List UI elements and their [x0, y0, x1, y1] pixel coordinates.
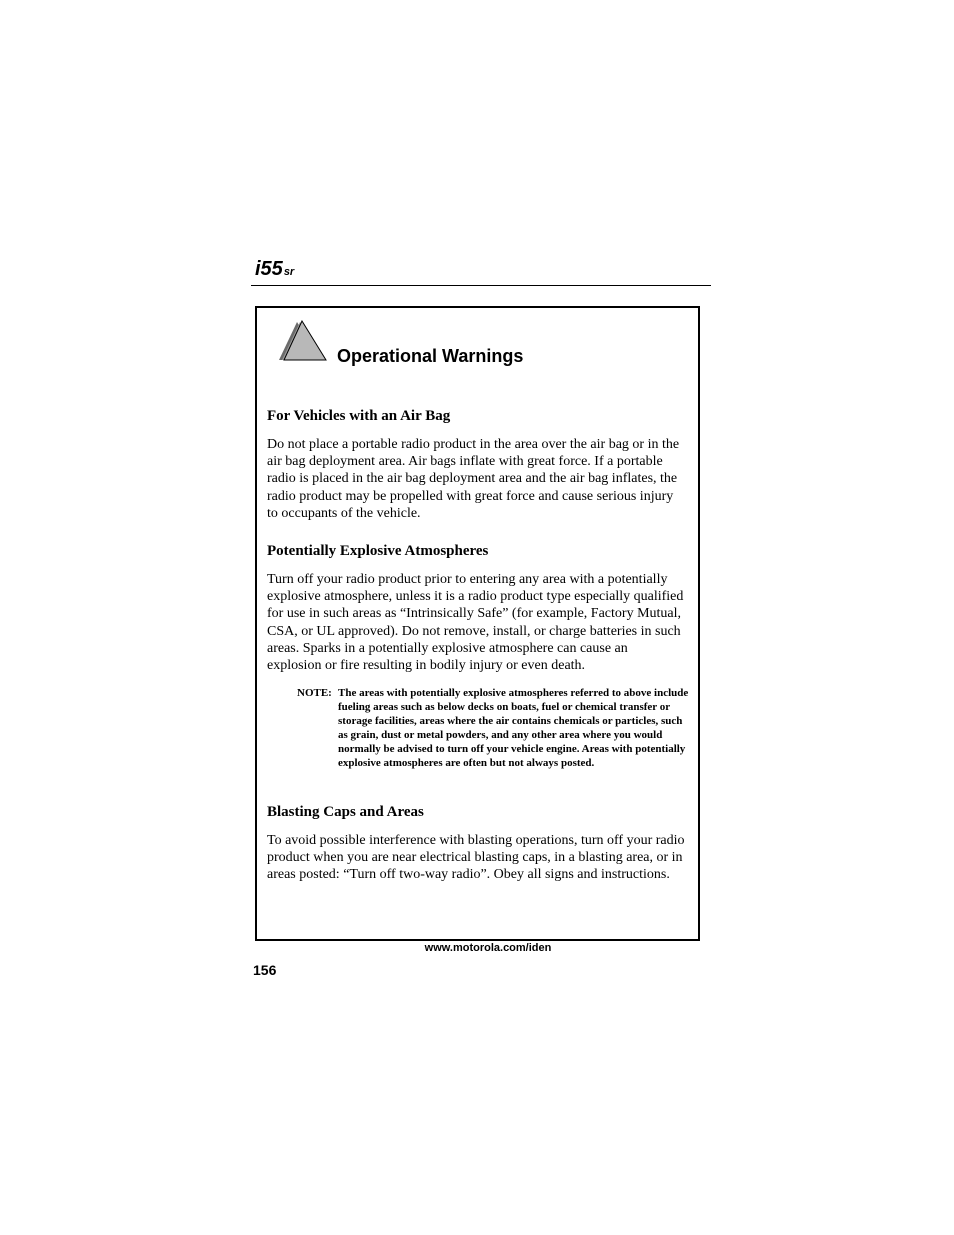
section-title: Operational Warnings: [337, 346, 524, 366]
product-logo: [255, 258, 294, 281]
warning-triangle-icon: [277, 320, 327, 362]
page-number: 156: [253, 962, 277, 978]
note-label: NOTE:: [297, 687, 332, 699]
note-block: [297, 686, 689, 770]
paragraph-explosive-atmospheres: Turn off your radio product prior to entering any area with a potentially explosive atmosphere, unless it is a radio product type especially qualified for use in such areas as “Intrinsically Safe” (for example, Factory Mutual, CSA, or UL approved). Do not remove, install, or charge batteries in such areas. Sparks in a potentially explosive atmosphere can cause an explosion or fire resulting in bodily injury or even death.: [267, 572, 684, 674]
footer-url: www.motorola.com/iden: [424, 942, 552, 954]
heading-blasting-caps: Blasting Caps and Areas: [267, 804, 424, 820]
header-divider: [251, 285, 711, 286]
heading-explosive-atmospheres: Potentially Explosive Atmospheres: [267, 543, 489, 559]
paragraph-air-bag: Do not place a portable radio product in the area over the air bag or in the air bag deployment area. Air bags inflate with great force. If a portable radio is placed in the air bag deployment area and the air bag inflates, the radio product may be propelled with great force and cause serious injury to occupants of the vehicle.: [267, 437, 680, 521]
note-text: The areas with potentially explosive atmospheres referred to above include fueling areas such as below decks on boats, fuel or chemical transfer or storage facilities, areas where the air contains chemicals or particles, such as grain, dust or metal powders, and any other area where you would normally be advised to turn off your vehicle engine. Areas with potentially explosive atmospheres are often but not always posted.: [338, 687, 689, 769]
heading-air-bag: For Vehicles with an Air Bag: [267, 408, 451, 424]
paragraph-blasting-caps: To avoid possible interference with blasting operations, turn off your radio product when you are near electrical blasting caps, in a blasting area, or in areas posted: “Turn off two-way radio”. Obey all signs and instructions.: [267, 833, 685, 883]
logo-main: i55: [255, 258, 283, 280]
logo-sub: sr: [283, 266, 295, 278]
